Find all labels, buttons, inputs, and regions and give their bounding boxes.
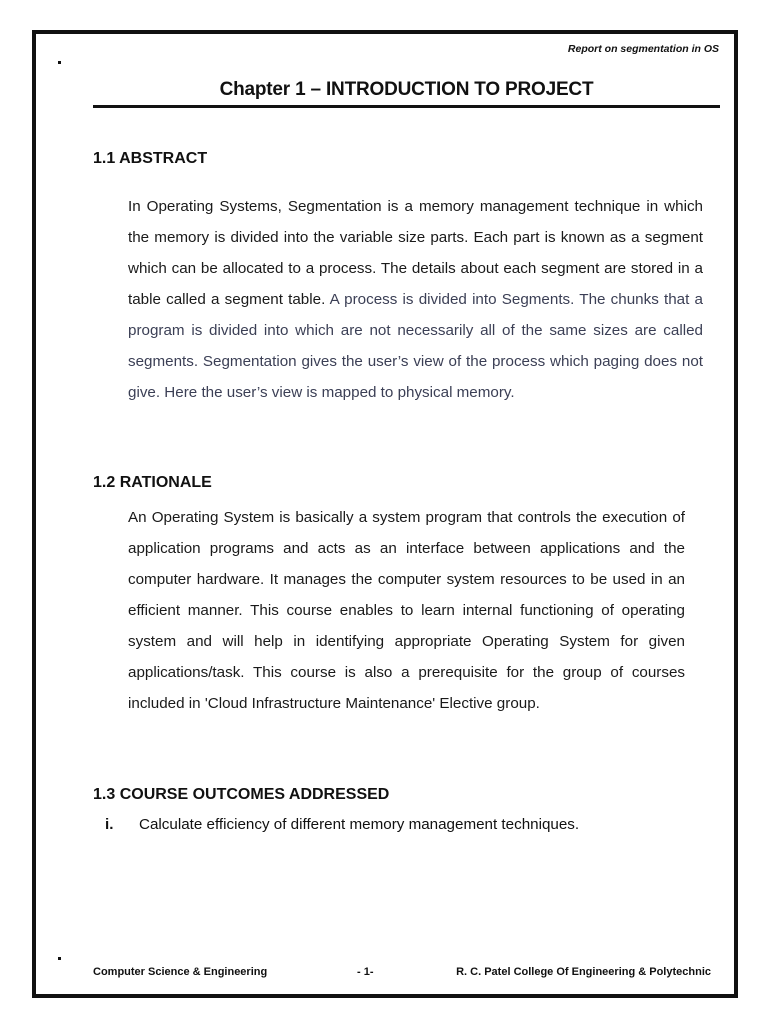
- header-report-note: Report on segmentation in OS: [567, 43, 719, 55]
- rationale-heading: 1.2 RATIONALE: [93, 474, 212, 491]
- title-underline: [93, 105, 720, 108]
- chapter-title: Chapter 1 – INTRODUCTION TO PROJECT: [219, 79, 594, 100]
- footer-page-number: - 1-: [357, 966, 374, 978]
- footer-college: R. C. Patel College Of Engineering & Polytechnic: [456, 966, 711, 978]
- margin-dot-top: [58, 61, 61, 64]
- margin-dot-bottom: [58, 957, 61, 960]
- list-item-marker: i.: [105, 816, 114, 833]
- list-item-text: Calculate efficiency of different memory management techniques.: [139, 816, 580, 833]
- abstract-text-part2: A process is divided into Segments. The chunks that a program is divided into which are not necessarily all of the same sizes are called segments. Segmentation gives the user’s view of the process which paging does not give. Here the user’s view is mapped to physical memory.: [128, 291, 703, 401]
- outcomes-heading: 1.3 COURSE OUTCOMES ADDRESSED: [93, 786, 390, 803]
- rationale-paragraph: An Operating System is basically a system program that controls the execution of application programs and acts as an interface between applications and the computer hardware. It manages the computer system resources to be used in an efficient manner. This course enables to learn internal functioning of operating system and will help in identifying appropriate Operating System for given applications/task. This course is also a prerequisite for the group of courses included in 'Cloud Infrastructure Maintenance' Elective group.: [128, 509, 685, 712]
- abstract-text-part1: In Operating Systems, Segmentation is a memory management technique in which the memory is divided into the variable size parts. Each part is known as a segment which can be allocated to a process. The details about each segment are stored in a table called a segment table.: [128, 198, 703, 308]
- list-item: [105, 816, 579, 833]
- footer-department: Computer Science & Engineering: [93, 966, 268, 978]
- abstract-heading: 1.1 ABSTRACT: [93, 150, 208, 167]
- abstract-paragraph: [128, 191, 703, 408]
